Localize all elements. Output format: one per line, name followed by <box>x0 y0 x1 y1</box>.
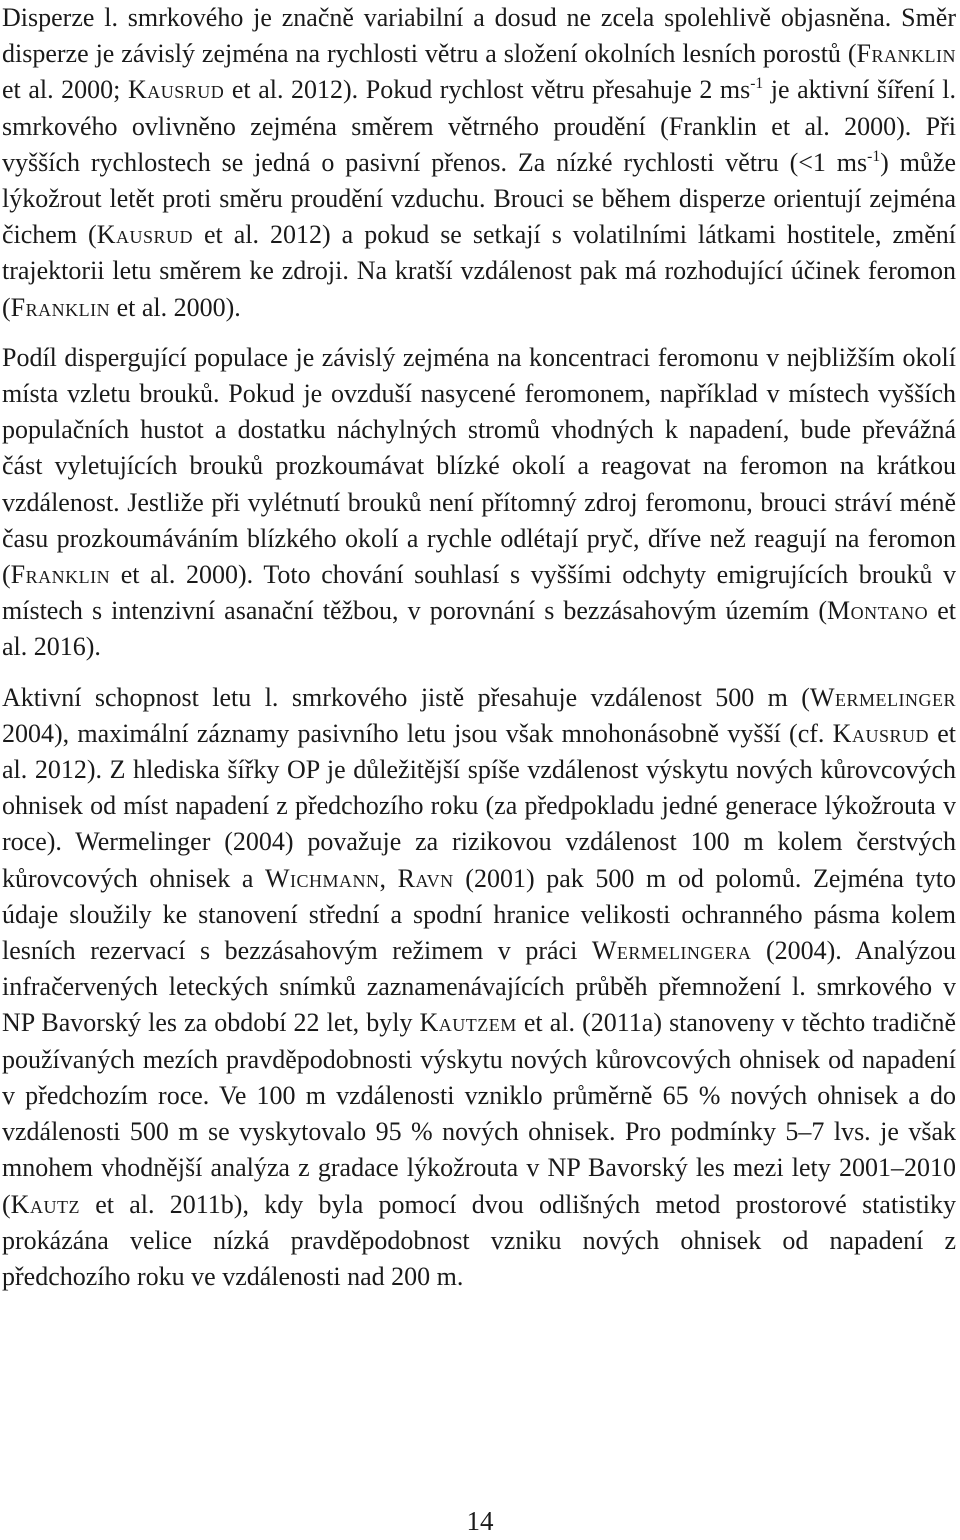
author-citation: Franklin <box>856 39 956 69</box>
text-run: , <box>379 863 398 893</box>
text-run: et al. 2012). Pokud rychlost větru přesahuje 2 ms <box>224 75 751 105</box>
text-run: et al. 2012) a pokud se setkají s volatilními látkami hostitele, změní trajektorii letu směrem ke zdroji. Na kratší vzdálenost pak má rozhodující účinek feromon ( <box>2 220 956 322</box>
author-citation: Kautz <box>10 1189 80 1219</box>
text-run: et al. 2011b), kdy byla pomocí dvou odlišných metod prostorové statistiky prokázána velice nízká pravděpodobnost vzniku nových ohnisek od napadení z předchozího roku ve vzdálenosti nad 200 m. <box>2 1189 956 1291</box>
page-number: 14 <box>466 1506 494 1536</box>
text-run: ) může lýkožrout letět proti směru proudění vzduchu. Brouci se během disperze orientují zejména čichem ( <box>2 147 957 250</box>
author-citation: Kausrud <box>96 220 194 250</box>
text-run: Podíl dispergující populace je závislý zejména na koncentraci feromonu v nejbližším okolí místa vzletu brouků. Pokud je ovzduší nasycené feromonem, například v místech vyšších populačních hustot a dostatku náchylných stromů vhodných k napadení, bude převážná část vyletujících brouků prozkoumávat blízké okolí a reagovat na feromon na krátkou vzdálenost. Jestliže při vylétnutí brouků není přítomný zdroj feromonu, brouci stráví méně času prozkoumáváním blízkého okolí a rychle odlétají pryč, dříve než reagují na feromon ( <box>2 342 956 590</box>
paragraph-1 <box>2 0 956 326</box>
author-citation: Montano <box>826 596 929 626</box>
author-citation: Kausrud <box>832 718 929 748</box>
text-run: je aktivní šíření l. smrkového ovlivněno zejména směrem větrného proudění (Franklin et al. 2000). Při vyšších rychlostech se jedná o pasivní přenos. Za nízké rychlosti větru (<1 ms <box>2 75 956 177</box>
text-run: Aktivní schopnost letu l. smrkového jistě přesahuje vzdálenost 500 m ( <box>2 682 810 712</box>
author-citation: Wermelingera <box>591 936 752 966</box>
text-run: (2004). Analýzou infračervených leteckých snímků zaznamenávajících průběh přemnožení l. smrkového v NP Bavorský les za období 22 let, byly <box>2 936 956 1038</box>
text-run: 2004), maximální záznamy pasivního letu jsou však mnohonásobně vyšší (cf. <box>2 718 833 748</box>
text-run: et al. (2011a) stanoveny v těchto tradičně používaných mezích pravděpodobnosti výskytu nových kůrovcových ohnisek od napadení v předchozím roce. Ve 100 m vzdálenosti vzniklo průměrně 65 % nových ohnisek a do vzdálenosti 500 m se vyskytovalo 95 % nových ohnisek. Pro podmínky 5–7 lvs. je však mnohem vhodnější analýza z gradace lýkožrouta v NP Bavorský les mezi lety 2001–2010 ( <box>2 1008 957 1219</box>
author-citation: Kautzem <box>419 1008 517 1038</box>
text-run: Disperze l. smrkového je značně variabilní a dosud ne zcela spolehlivě objasněna. Směr disperze je závislý zejména na rychlosti větru a složení okolních lesních porostů ( <box>2 3 956 69</box>
body-text <box>2 0 956 1295</box>
author-citation: Ravn <box>397 863 454 893</box>
author-citation: Franklin <box>10 560 111 590</box>
author-citation: Franklin <box>10 292 111 322</box>
text-run: et al. 2000). Toto chování souhlasí s vyššími odchyty emigrujících brouků v místech s intenzivní asanační těžbou, v porovnání s bezzásahovým územím ( <box>2 560 956 626</box>
paragraph-2 <box>2 340 956 666</box>
text-run: et al. 2000; <box>2 75 128 105</box>
text-run: (2001) pak 500 m od polomů. Zejména tyto údaje sloužily ke stanovení střední a spodní hranice velikosti ochranného pásma kolem lesních rezervací s bezzásahovým režimem v práci <box>2 863 956 966</box>
superscript-exponent: -1 <box>867 147 881 165</box>
author-citation: Kausrud <box>127 75 225 105</box>
text-run: et al. 2012). Z hlediska šířky OP je důležitější spíše vzdálenost výskytu nových kůrovcových ohnisek od míst napadení z předchozího roku (za předpokladu jedné generace lýkožrouta v roce). Wermelinger (2004) považuje za rizikovou vzdálenost 100 m kolem čerstvých kůrovcových ohnisek a <box>2 718 956 893</box>
paragraph-3 <box>2 680 956 1295</box>
text-run: et al. 2000). <box>110 292 241 322</box>
author-citation: Wermelinger <box>809 682 956 712</box>
superscript-exponent: -1 <box>750 75 764 93</box>
text-run: et al. 2016). <box>2 596 956 662</box>
author-citation: Wichmann <box>265 863 380 893</box>
